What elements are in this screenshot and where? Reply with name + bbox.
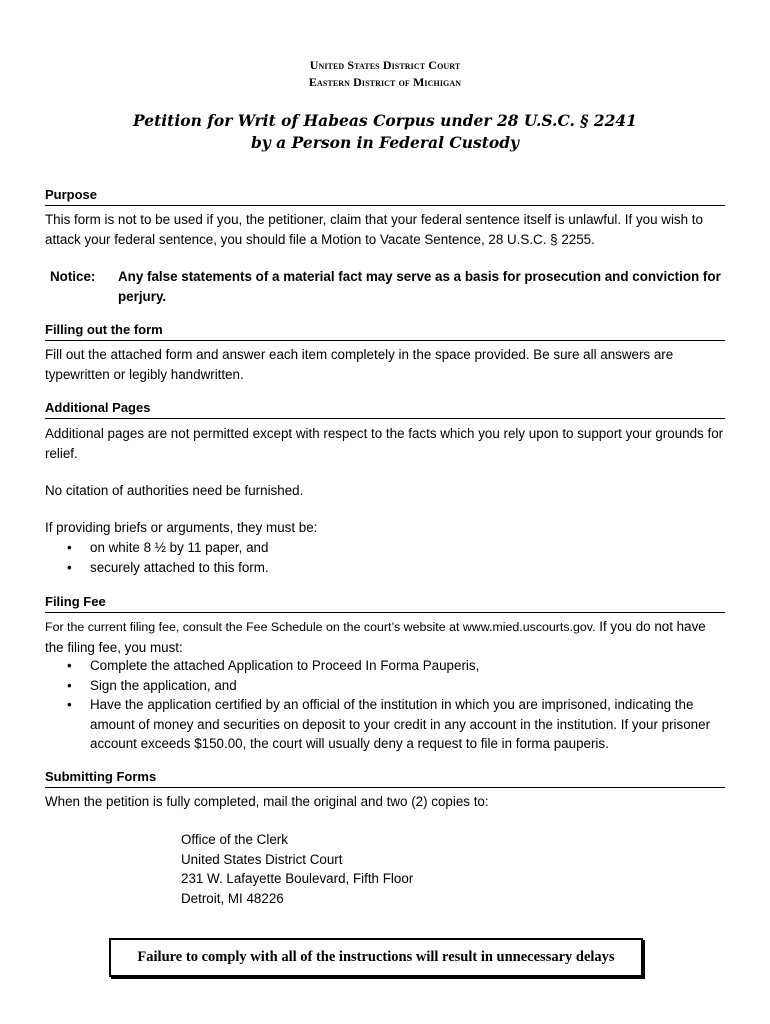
section-heading-filling: Filling out the form bbox=[45, 322, 725, 341]
section-heading-submitting-forms: Submitting Forms bbox=[45, 769, 725, 788]
form-title-line2: by a Person in Federal Custody bbox=[250, 133, 520, 152]
submitting-text: When the petition is fully completed, mail the original and two (2) copies to: bbox=[45, 794, 489, 809]
list-item: • Have the application certified by an official of the institution in which you are imprisoned, indicating the amount of money and securities on deposit to your credit in any account in the institution. If your prisoner account exceeds $150.00, the court will usually deny a request to file in forma pauperis. bbox=[67, 697, 711, 751]
additional-text-2: No citation of authorities need be furnished. bbox=[45, 483, 304, 498]
notice-label: Notice: bbox=[50, 269, 96, 284]
warning-box bbox=[109, 938, 643, 977]
address-line: Office of the Clerk bbox=[181, 832, 288, 847]
filing-fee-text: For the current filing fee, consult the Fee Schedule on the court’s website at www.mied.uscourts.gov. If you do not have the filing fee, you must: bbox=[45, 619, 706, 655]
list-item: • on white 8 ½ by 11 paper, and bbox=[67, 540, 269, 555]
court-name-line2: Eastern District of Michigan bbox=[308, 75, 462, 89]
section-heading-purpose: Purpose bbox=[45, 187, 725, 206]
address-line: 231 W. Lafayette Boulevard, Fifth Floor bbox=[181, 871, 414, 886]
additional-text-1: Additional pages are not permitted except with respect to the facts which you rely upon to support your grounds for relief. bbox=[45, 426, 724, 461]
list-item: • Complete the attached Application to Proceed In Forma Pauperis, bbox=[67, 658, 480, 673]
address-line: United States District Court bbox=[181, 851, 343, 867]
court-name-line1: United States District Court bbox=[309, 58, 461, 72]
list-item: • securely attached to this form. bbox=[67, 559, 269, 575]
address-line: Detroit, MI 48226 bbox=[181, 890, 284, 906]
notice-text: Any false statements of a material fact may serve as a basis for prosecution and conviction for perjury. bbox=[118, 269, 721, 304]
section-heading-additional-pages: Additional Pages bbox=[45, 400, 725, 419]
additional-text-3: If providing briefs or arguments, they must be: bbox=[45, 520, 318, 535]
filing-fee-bullet-list bbox=[45, 656, 725, 754]
form-title-line1: Petition for Writ of Habeas Corpus under 28 U.S.C. § 2241 bbox=[133, 111, 637, 130]
list-item: • Sign the application, and bbox=[67, 677, 237, 693]
filling-text: Fill out the attached form and answer each item completely in the space provided. Be sure all answers are typewritten or legibly handwritten. bbox=[45, 347, 674, 382]
warning-text: Failure to comply with all of the instructions will result in unnecessary delays bbox=[137, 949, 615, 965]
purpose-text: This form is not to be used if you, the petitioner, claim that your federal sentence itself is unlawful. If you wish to attack your federal sentence, you should file a Motion to Vacate Sentence, 28 U.S.C. § 2255. bbox=[45, 212, 703, 247]
briefs-bullet-list bbox=[45, 538, 725, 577]
clerk-address bbox=[181, 830, 413, 908]
section-heading-filing-fee: Filing Fee bbox=[45, 594, 725, 613]
